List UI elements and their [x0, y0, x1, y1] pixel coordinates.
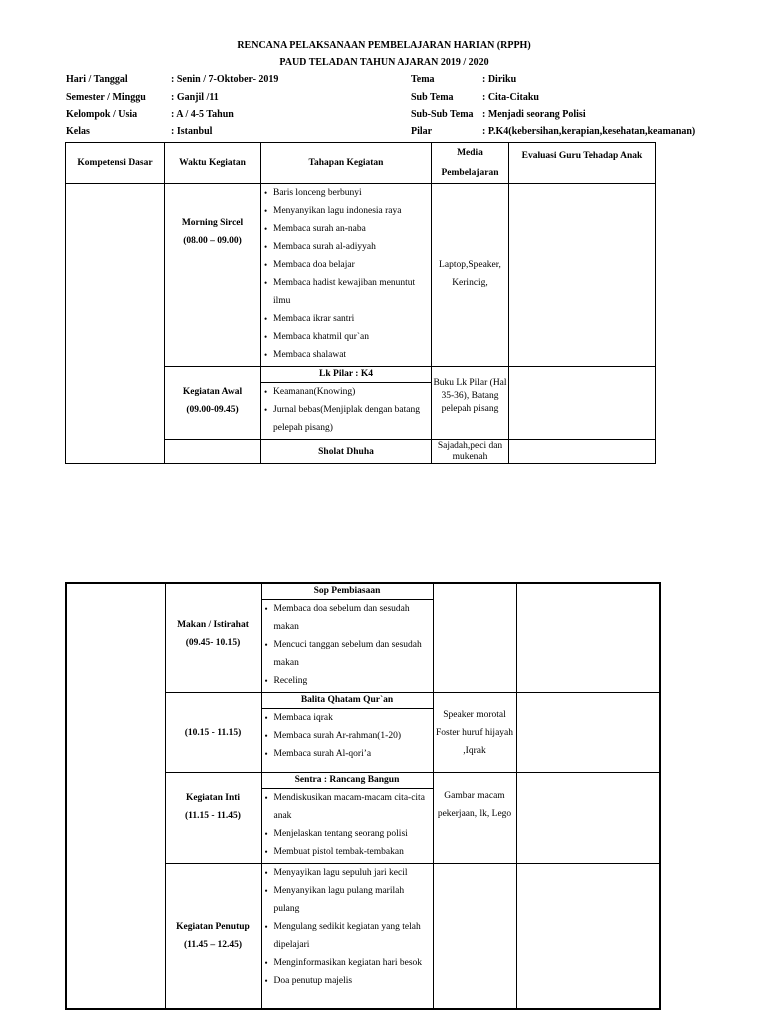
- list-item: • Keamanan(Knowing): [264, 383, 429, 401]
- makan-tahapan-cell: [261, 583, 433, 693]
- penutup-name: Kegiatan Penutup: [176, 921, 250, 932]
- awal-tahapan-cell: [261, 367, 432, 440]
- semester-value: : Ganjil /11: [171, 92, 219, 103]
- document-title: RENCANA PELAKSANAAN PEMBELAJARAN HARIAN (RPPH): [237, 40, 531, 51]
- pilar-value: : P.K4(kebersihan,kerapian,kesehatan,keamanan): [482, 126, 696, 137]
- morning-tahapan-cell: [261, 184, 432, 367]
- morning-media: Laptop,Speaker, Kerincig,: [439, 260, 501, 288]
- dhuha-tahapan-cell: [261, 440, 432, 464]
- qhatam-media-2: Foster huruf hijayah ,Iqrak: [435, 727, 514, 756]
- kelompok-label: Kelompok / Usia: [66, 109, 138, 120]
- awal-media: Buku Lk Pilar (Hal 35-36), Batang pelepah pisang: [433, 378, 507, 414]
- morning-media-cell: [432, 184, 509, 367]
- evaluasi-cell: [516, 583, 660, 693]
- dhuha-waktu-cell: [165, 440, 261, 464]
- awal-section-title: Lk Pilar : K4: [261, 367, 431, 383]
- tema-value: : Diriku: [482, 74, 517, 85]
- evaluasi-cell: [509, 184, 656, 367]
- header-evaluasi: Evaluasi Guru Tehadap Anak: [509, 143, 656, 184]
- kelas-label: Kelas: [66, 126, 90, 137]
- subsubtema-label: Sub-Sub Tema: [411, 109, 474, 120]
- list-item: • Membaca doa sebelum dan sesudah makan: [265, 600, 431, 636]
- list-item: • Mengulang sedikit kegiatan yang telah dipelajari: [265, 918, 431, 954]
- qhatam-media-cell: [433, 693, 516, 773]
- evaluasi-cell: [516, 773, 660, 864]
- inti-time: (11.15 - 11.45): [185, 811, 241, 821]
- qhatam-time: (10.15 - 11.15): [184, 727, 242, 738]
- list-item: • Menyanyikan lagu pulang marilah pulang: [265, 882, 431, 918]
- rpph-table-part1: [65, 142, 656, 464]
- kelas-value: : Istanbul: [171, 126, 213, 137]
- semester-label: Semester / Minggu: [66, 92, 146, 103]
- list-item: • Mendiskusikan macam-macam cita-cita anak: [265, 789, 431, 825]
- qhatam-media-1: Speaker morotal: [443, 709, 506, 720]
- awal-time: (09.00-09.45): [186, 405, 239, 415]
- makan-section-title: Sop Pembiasaan: [262, 584, 433, 600]
- list-item: • Membaca ikrar santri: [264, 310, 429, 328]
- list-item: • Receling: [265, 672, 431, 690]
- kompetensi-cell: [66, 583, 165, 1009]
- evaluasi-cell: [516, 693, 660, 773]
- awal-media-cell: [432, 367, 509, 440]
- list-item: • Membaca hadist kewajiban menuntut ilmu: [264, 274, 429, 310]
- list-item: • Menjelaskan tentang seorang polisi: [265, 825, 431, 843]
- inti-tahapan-cell: [261, 773, 433, 864]
- penutup-media-cell: [433, 864, 516, 1009]
- makan-name: Makan / Istirahat: [177, 620, 249, 630]
- hari-label: Hari / Tanggal: [66, 74, 128, 85]
- morning-time: (08.00 – 09.00): [183, 236, 242, 246]
- header-waktu: Waktu Kegiatan: [165, 143, 261, 184]
- list-item: • Baris lonceng berbunyi: [264, 184, 429, 202]
- penutup-tahapan-cell: [261, 864, 433, 1009]
- subtema-value: : Cita-Citaku: [482, 92, 539, 103]
- list-item: • Doa penutup majelis: [265, 972, 431, 990]
- morning-waktu-cell: [165, 184, 261, 367]
- list-item: • Membaca surah al-adiyyah: [264, 238, 429, 256]
- dhuha-media-cell: [432, 440, 509, 464]
- inti-media: Gambar macam pekerjaan, lk, Lego: [437, 791, 512, 819]
- penutup-time: (11.45 – 12.45): [183, 939, 243, 950]
- document-subtitle: PAUD TELADAN TAHUN AJARAN 2019 / 2020: [279, 57, 489, 68]
- list-item: • Menyayikan lagu sepuluh jari kecil: [265, 864, 431, 882]
- subsubtema-value: : Menjadi seorang Polisi: [482, 109, 586, 120]
- morning-name: Morning Sircel: [181, 218, 244, 228]
- makan-time: (09.45- 10.15): [185, 638, 241, 648]
- header-tahapan: Tahapan Kegiatan: [261, 143, 432, 184]
- list-item: • Membaca surah Ar-rahman(1-20): [265, 727, 431, 745]
- list-item: • Membaca surah an-naba: [264, 220, 429, 238]
- dhuha-media: Sajadah,peci dan mukenah: [437, 440, 503, 462]
- inti-waktu-cell: [165, 773, 261, 864]
- penutup-waktu-cell: [165, 864, 261, 1009]
- inti-name: Kegiatan Inti: [185, 793, 241, 803]
- hari-value: : Senin / 7-Oktober- 2019: [171, 74, 279, 85]
- inti-section-title: Sentra : Rancang Bangun: [262, 773, 433, 789]
- list-item: • Membaca doa belajar: [264, 256, 429, 274]
- makan-media-cell: [433, 583, 516, 693]
- header-kompetensi: Kompetensi Dasar: [66, 143, 165, 184]
- tema-label: Tema: [411, 74, 435, 85]
- list-item: • Membaca shalawat: [264, 346, 429, 364]
- subtema-label: Sub Tema: [411, 92, 454, 103]
- awal-waktu-cell: [165, 367, 261, 440]
- list-item: • Membaca iqrak: [265, 709, 431, 727]
- list-item: • Membuat pistol tembak-tembakan: [265, 843, 431, 861]
- header-media: Media Pembelajaran: [432, 143, 509, 184]
- list-item: • Menyanyikan lagu indonesia raya: [264, 202, 429, 220]
- list-item: • Jurnal bebas(Menjiplak dengan batang pelepah pisang): [264, 401, 429, 437]
- list-item: • Membaca khatmil qur`an: [264, 328, 429, 346]
- evaluasi-cell: [509, 367, 656, 440]
- qhatam-section-title: Balita Qhatam Qur`an: [262, 693, 433, 709]
- dhuha-section-title: Sholat Dhuha: [318, 446, 374, 457]
- rpph-table-part2: [65, 582, 661, 1010]
- inti-media-cell: [433, 773, 516, 864]
- kelompok-value: : A / 4-5 Tahun: [171, 109, 234, 120]
- evaluasi-cell: [516, 864, 660, 1009]
- list-item: • Menginformasikan kegiatan hari besok: [265, 954, 431, 972]
- qhatam-tahapan-cell: [261, 693, 433, 773]
- evaluasi-cell: [509, 440, 656, 464]
- makan-waktu-cell: [165, 583, 261, 693]
- list-item: • Membaca surah Al-qori’a: [265, 745, 431, 763]
- list-item: • Mencuci tanggan sebelum dan sesudah makan: [265, 636, 431, 672]
- pilar-label: Pilar: [411, 126, 433, 137]
- kompetensi-cell: [66, 184, 165, 464]
- awal-name: Kegiatan Awal: [182, 387, 243, 397]
- qhatam-waktu-cell: [165, 693, 261, 773]
